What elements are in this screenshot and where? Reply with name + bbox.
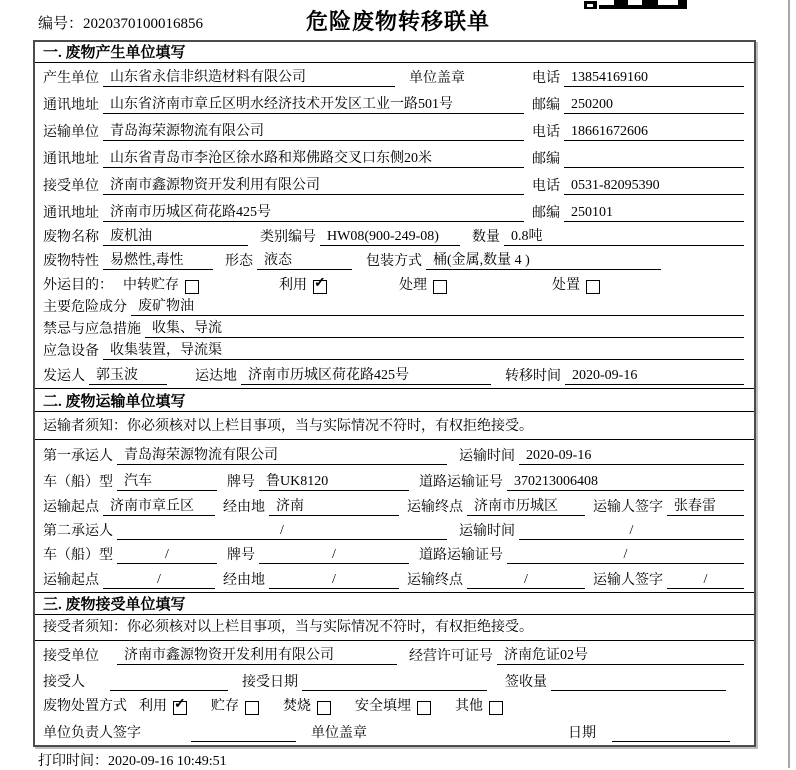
- producer-zip-value: 250200: [564, 97, 744, 114]
- purpose-option-treat: [399, 274, 447, 294]
- section2-notice: 运输者须知：你必须核对以上栏目事项，当与实际情况不符时，有权拒绝接受。: [35, 412, 754, 440]
- vehicle2-permit-value: /: [507, 547, 744, 564]
- dispatcher-value: 郭玉波: [89, 364, 167, 385]
- field-label: 签收量: [505, 675, 547, 690]
- receiver-address-value: 济南市历城区荷花路425号: [103, 201, 524, 222]
- zip-group: [532, 94, 744, 114]
- field-label: 运输终点: [407, 500, 463, 515]
- checkbox-label: 利用: [139, 699, 167, 714]
- field-label: 禁忌与应急措施: [43, 322, 141, 337]
- field-label: 电话: [532, 71, 560, 86]
- field-label: 接受单位: [43, 649, 99, 664]
- checkbox-label: 安全填埋: [355, 699, 411, 714]
- print-time-line: [38, 750, 227, 770]
- producer-phone-value: 13854169160: [564, 70, 744, 87]
- field-label: 车（船）型: [43, 548, 113, 563]
- field-label: 牌号: [227, 548, 255, 563]
- zip-group: [532, 202, 744, 222]
- vehicle1-plate-value: 鲁UK8120: [259, 470, 409, 491]
- page-edge-line: [788, 0, 790, 768]
- checkbox: [185, 280, 199, 294]
- field-label: 通讯地址: [43, 98, 99, 113]
- route1-signature-value: 张春雷: [667, 495, 744, 516]
- row-route2: [35, 567, 754, 592]
- receiving-person-value: [110, 690, 228, 691]
- receiving-unit-value: 济南市鑫源物资开发利用有限公司: [117, 644, 397, 665]
- transporter-phone-value: 18661672606: [564, 124, 744, 141]
- vehicle2-plate-value: /: [259, 547, 409, 564]
- route2-via-value: /: [269, 572, 399, 589]
- checkbox-label: 贮存: [211, 699, 239, 714]
- disposal-option-utilize: [139, 695, 187, 715]
- field-label: 废物处置方式: [43, 699, 127, 714]
- route2-signature-value: /: [667, 572, 744, 589]
- row-hazard: [35, 297, 754, 319]
- field-label: 车（船）型: [43, 475, 113, 490]
- checkbox: [417, 701, 431, 715]
- signed-qty-value: [551, 690, 726, 691]
- transporter-address-value: 山东省青岛市李沧区徐水路和郑佛路交叉口东侧20米: [103, 147, 524, 168]
- field-label: 经由地: [223, 573, 265, 588]
- row-receiver-address: [35, 198, 754, 225]
- row-receiving-unit: [35, 641, 754, 668]
- checkbox-label: 其他: [455, 699, 483, 714]
- field-label: 第二承运人: [43, 524, 113, 539]
- vehicle1-type-value: 汽车: [117, 470, 217, 491]
- field-label: 接受单位: [43, 179, 99, 194]
- waste-form-value: 液态: [257, 249, 352, 270]
- field-label: 经营许可证号: [409, 649, 493, 664]
- purpose-option-transfer: [123, 274, 199, 294]
- waste-code-value: HW08(900-249-08): [320, 229, 460, 246]
- checkbox: [586, 280, 600, 294]
- checkbox: [489, 701, 503, 715]
- field-label: 类别编号: [260, 230, 316, 245]
- field-label: 接受日期: [242, 675, 298, 690]
- checkbox-label: 处置: [552, 278, 580, 293]
- field-label: 道路运输证号: [419, 475, 503, 490]
- row-dispatch: [35, 363, 754, 388]
- field-label: 运输时间: [459, 524, 515, 539]
- field-label: 运输起点: [43, 500, 99, 515]
- transporter-zip-value: [564, 167, 744, 168]
- route1-via-value: 济南: [269, 495, 399, 516]
- row-measures: [35, 319, 754, 341]
- checkbox: [433, 280, 447, 294]
- row-receiver: [35, 171, 754, 198]
- equipment-value: 收集装置，导流渠: [103, 339, 744, 360]
- field-label: 经由地: [223, 500, 265, 515]
- field-label: 主要危险成分: [43, 300, 127, 315]
- field-label: 运输起点: [43, 573, 99, 588]
- seal-label: 单位盖章: [409, 71, 465, 86]
- measures-value: 收集、导流: [145, 317, 744, 338]
- receiving-date-value: [302, 690, 487, 691]
- field-label: 产生单位: [43, 71, 99, 86]
- field-label: 废物名称: [43, 230, 99, 245]
- row-responsible-signature: [35, 718, 754, 745]
- waste-qty-value: 0.8吨: [504, 225, 744, 246]
- row-route1: [35, 494, 754, 519]
- field-label: 邮编: [532, 206, 560, 221]
- disposal-option-incinerate: [283, 695, 331, 715]
- qr-code-fragment: [584, 0, 690, 10]
- receiver-unit-value: 济南市鑫源物资开发利用有限公司: [103, 174, 524, 195]
- transporter-unit-value: 青岛海荣源物流有限公司: [103, 120, 524, 141]
- sign-date-value: [612, 741, 730, 742]
- vehicle2-type-value: /: [117, 547, 217, 564]
- checkbox-label: 焚烧: [283, 699, 311, 714]
- checkbox: [245, 701, 259, 715]
- field-label: 数量: [472, 230, 500, 245]
- row-vehicle2: [35, 543, 754, 567]
- checkbox-label: 处理: [399, 278, 427, 293]
- disposal-option-store: [211, 695, 259, 715]
- section3-notice: 接受者须知：你必须核对以上栏目事项，当与实际情况不符时，有权拒绝接受。: [35, 615, 754, 641]
- row-equipment: [35, 341, 754, 363]
- section3-heading: 三. 废物接受单位填写: [35, 592, 754, 615]
- field-label: 运输人签字: [593, 500, 663, 515]
- checkbox-label: 中转贮存: [123, 278, 179, 293]
- field-label: 运输单位: [43, 125, 99, 140]
- carrier2-time-value: /: [519, 523, 744, 540]
- section1-heading: 一. 废物产生单位填写: [35, 42, 754, 63]
- field-label: 接受人: [43, 675, 85, 690]
- page-title: 危险废物转移联单: [305, 9, 490, 34]
- producer-unit-value: 山东省永信非织造材料有限公司: [103, 66, 395, 87]
- phone-group: [532, 121, 744, 141]
- field-label: 转移时间: [505, 369, 561, 384]
- checkbox-label: 利用: [279, 278, 307, 293]
- producer-address-value: 山东省济南市章丘区明水经济技术开发区工业一路501号: [103, 93, 524, 114]
- field-label: 应急设备: [43, 344, 99, 359]
- purpose-option-dispose: [552, 274, 600, 294]
- row-carrier1: [35, 440, 754, 468]
- checkbox: [313, 280, 327, 294]
- row-waste-props: [35, 249, 754, 273]
- route2-origin-value: /: [103, 572, 215, 589]
- row-carrier2: [35, 519, 754, 543]
- print-time-label: 打印时间：: [38, 754, 108, 769]
- section2-heading: 二. 废物运输单位填写: [35, 388, 754, 412]
- field-label: 外运目的：: [43, 278, 113, 293]
- field-label: 道路运输证号: [419, 548, 503, 563]
- serial-number: 2020370100016856: [83, 16, 204, 32]
- carrier1-time-value: 2020-09-16: [519, 448, 744, 465]
- waste-pack-value: 桶(金属,数量 4 ): [426, 249, 661, 270]
- carrier2-value: /: [117, 523, 447, 540]
- manifest-form: [33, 40, 756, 747]
- purpose-option-utilize: [279, 274, 327, 294]
- field-label: 运输终点: [407, 573, 463, 588]
- seal-label: 单位盖章: [311, 726, 367, 741]
- row-transporter-address: [35, 144, 754, 171]
- row-receiving-person: [35, 668, 754, 694]
- disposal-option-landfill: [355, 695, 431, 715]
- field-label: 单位负责人签字: [43, 726, 141, 741]
- disposal-option-other: [455, 695, 503, 715]
- field-label: 运输人签字: [593, 573, 663, 588]
- field-label: 运输时间: [459, 449, 515, 464]
- field-label: 日期: [568, 726, 596, 741]
- vehicle1-permit-value: 370213006408: [507, 474, 744, 491]
- field-label: 通讯地址: [43, 152, 99, 167]
- row-waste-name: [35, 225, 754, 249]
- hazard-value: 废矿物油: [131, 295, 744, 316]
- route1-end-value: 济南市历城区: [467, 495, 585, 516]
- field-label: 通讯地址: [43, 206, 99, 221]
- field-label: 牌号: [227, 475, 255, 490]
- field-label: 运达地: [195, 369, 237, 384]
- waste-name-value: 废机油: [103, 225, 248, 246]
- field-label: 电话: [532, 179, 560, 194]
- field-label: 第一承运人: [43, 449, 113, 464]
- phone-group: [532, 67, 744, 87]
- responsible-signature-value: [191, 741, 296, 742]
- field-label: 发运人: [43, 369, 85, 384]
- row-vehicle1: [35, 468, 754, 494]
- waste-props-value: 易燃性,毒性: [103, 249, 213, 270]
- field-label: 废物特性: [43, 254, 99, 269]
- row-purpose: [35, 273, 754, 297]
- field-label: 邮编: [532, 152, 560, 167]
- carrier1-value: 青岛海荣源物流有限公司: [117, 444, 447, 465]
- license-value: 济南危证02号: [497, 644, 744, 665]
- checkbox: [173, 701, 187, 715]
- destination-value: 济南市历城区荷花路425号: [241, 364, 491, 385]
- route1-origin-value: 济南市章丘区: [103, 495, 215, 516]
- transfer-time-value: 2020-09-16: [565, 368, 744, 385]
- print-time-value: 2020-09-16 10:49:51: [108, 754, 227, 769]
- row-disposal: [35, 694, 754, 718]
- zip-group: [532, 148, 744, 168]
- receiver-zip-value: 250101: [564, 205, 744, 222]
- phone-group: [532, 175, 744, 195]
- field-label: 邮编: [532, 98, 560, 113]
- checkbox: [317, 701, 331, 715]
- serial-label: 编号：: [38, 16, 84, 32]
- field-label: 包装方式: [366, 254, 422, 269]
- row-producer-address: [35, 90, 754, 117]
- row-transporter: [35, 117, 754, 144]
- route2-end-value: /: [467, 572, 585, 589]
- receiver-phone-value: 0531-82095390: [564, 178, 744, 195]
- field-label: 电话: [532, 125, 560, 140]
- row-producer: [35, 63, 754, 90]
- field-label: 形态: [225, 254, 253, 269]
